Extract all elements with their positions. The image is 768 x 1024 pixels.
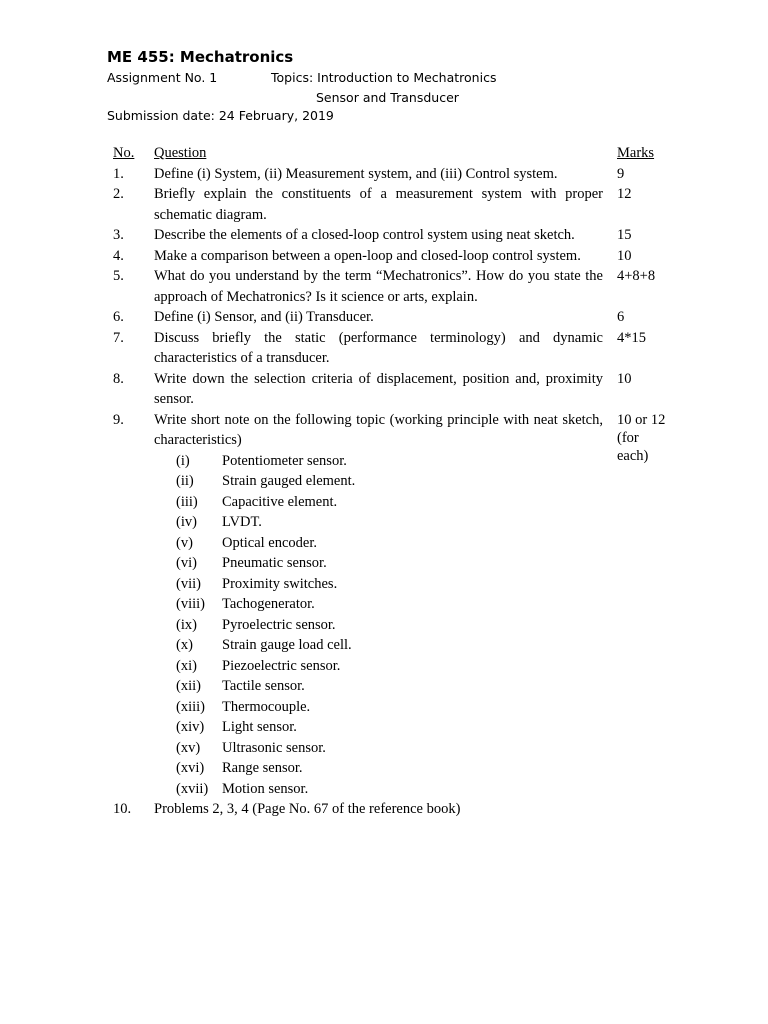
list-item [176,676,603,697]
sub-item-number: (iv) [176,514,197,530]
table-row [113,369,673,410]
row-no: 5. [113,268,124,284]
sub-item-text: Range sensor. [222,760,303,776]
sub-item-number: (vi) [176,555,197,571]
row-no: 7. [113,329,124,346]
header-question: Question [154,145,207,161]
row-no: 8. [113,370,124,387]
sub-item-text: Ultrasonic sensor. [222,739,326,756]
list-item [176,471,603,492]
marks-line: (for [617,430,639,446]
list-item [176,492,603,513]
list-item [176,594,603,615]
sub-item-text: Light sensor. [222,719,297,735]
sub-item-text: Tachogenerator. [222,596,315,612]
sub-item-list [176,451,603,800]
row-question: Problems 2, 3, 4 (Page No. 67 of the reference book) [154,801,461,817]
row-marks: 12 [617,186,632,202]
row-no: 1. [113,165,124,182]
topics-line-2: Sensor and Transducer [316,90,459,105]
header-no: No. [113,145,135,161]
sub-item-text: Thermocouple. [222,698,311,715]
list-item [176,697,603,718]
course-title: ME 455: Mechatronics [107,48,294,66]
table-row [113,225,673,246]
marks-line: 10 or 12 [617,411,666,428]
list-item [176,553,603,574]
sub-item-number: (xiii) [176,698,205,715]
row-marks: 15 [617,227,632,243]
table-row [113,246,673,267]
sub-item-number: (xv) [176,739,201,756]
sub-item-number: (xvi) [176,760,205,776]
row-question: Describe the elements of a closed-loop control system using neat sketch. [154,227,575,243]
row-question: Write down the selection criteria of displacement, position and, proximity sensor. [154,370,603,407]
row-marks [603,410,677,800]
sub-item-number: (i) [176,452,190,469]
row-question-with-subitems [154,410,603,800]
row-no: 6. [113,309,124,325]
row-question: Define (i) System, (ii) Measurement system, and (iii) Control system. [154,165,558,182]
header-marks: Marks [617,145,655,161]
row-question: What do you understand by the term “Mechatronics”. How do you state the approach of Mechatronics? Is it science or arts, explain. [154,268,603,305]
table-row [113,184,673,225]
row-marks: 4*15 [617,329,646,346]
list-item [176,512,603,533]
row-marks [603,799,677,820]
table-row [113,799,673,820]
row-no: 9. [113,411,124,428]
table-row [113,266,673,307]
row-no: 3. [113,227,124,243]
list-item [176,717,603,738]
marks-line: each) [617,447,649,464]
sub-item-text: Optical encoder. [222,534,318,551]
row-marks: 10 [617,370,632,387]
assignment-number: Assignment No. 1 [107,70,218,85]
row-marks: 9 [617,165,625,182]
sub-item-text: Tactile sensor. [222,678,305,694]
table-row [113,164,673,185]
row-question: Write short note on the following topic (working principle with neat sketch, characteristics) [154,411,603,448]
list-item [176,656,603,677]
row-no: 10. [113,801,132,817]
list-item [176,738,603,759]
sub-item-text: Potentiometer sensor. [222,452,347,469]
list-item [176,758,603,779]
sub-item-text: Proximity switches. [222,575,338,592]
sub-item-text: Pneumatic sensor. [222,555,327,571]
list-item [176,533,603,554]
sub-item-number: (iii) [176,493,198,510]
sub-item-text: Pyroelectric sensor. [222,616,336,633]
table-header [113,143,673,164]
table-row [113,307,673,328]
row-question: Define (i) Sensor, and (ii) Transducer. [154,309,374,325]
sub-item-number: (v) [176,534,193,551]
list-item [176,574,603,595]
list-item [176,451,603,472]
row-marks: 6 [617,309,625,325]
row-question: Discuss briefly the static (performance terminology) and dynamic characteristics of a transducer. [154,329,603,366]
row-question: Briefly explain the constituents of a measurement system with proper schematic diagram. [154,186,603,223]
sub-item-number: (xiv) [176,719,205,735]
row-question: Make a comparison between a open-loop and closed-loop control system. [154,247,581,264]
sub-item-number: (vii) [176,575,201,592]
sub-item-number: (viii) [176,596,205,612]
sub-item-number: (ii) [176,473,194,489]
sub-item-text: Strain gauged element. [222,473,356,489]
sub-item-number: (xi) [176,657,197,674]
row-marks: 4+8+8 [617,268,656,284]
sub-item-text: Piezoelectric sensor. [222,657,341,674]
sub-item-text: Motion sensor. [222,780,309,797]
sub-item-number: (ix) [176,616,197,633]
question-table [113,143,673,820]
row-no: 2. [113,186,124,202]
submission-date: Submission date: 24 February, 2019 [107,108,334,123]
sub-item-number: (xvii) [176,780,209,797]
row-marks: 10 [617,247,632,264]
sub-item-number: (xii) [176,678,201,694]
sub-item-number: (x) [176,637,193,653]
sub-item-text: LVDT. [222,514,262,530]
table-row [113,328,673,369]
list-item [176,779,603,800]
topics-line-1: Topics: Introduction to Mechatronics [271,70,497,85]
sub-item-text: Capacitive element. [222,493,338,510]
sub-item-text: Strain gauge load cell. [222,637,352,653]
list-item [176,615,603,636]
list-item [176,635,603,656]
table-row [113,410,673,800]
row-no: 4. [113,247,124,264]
